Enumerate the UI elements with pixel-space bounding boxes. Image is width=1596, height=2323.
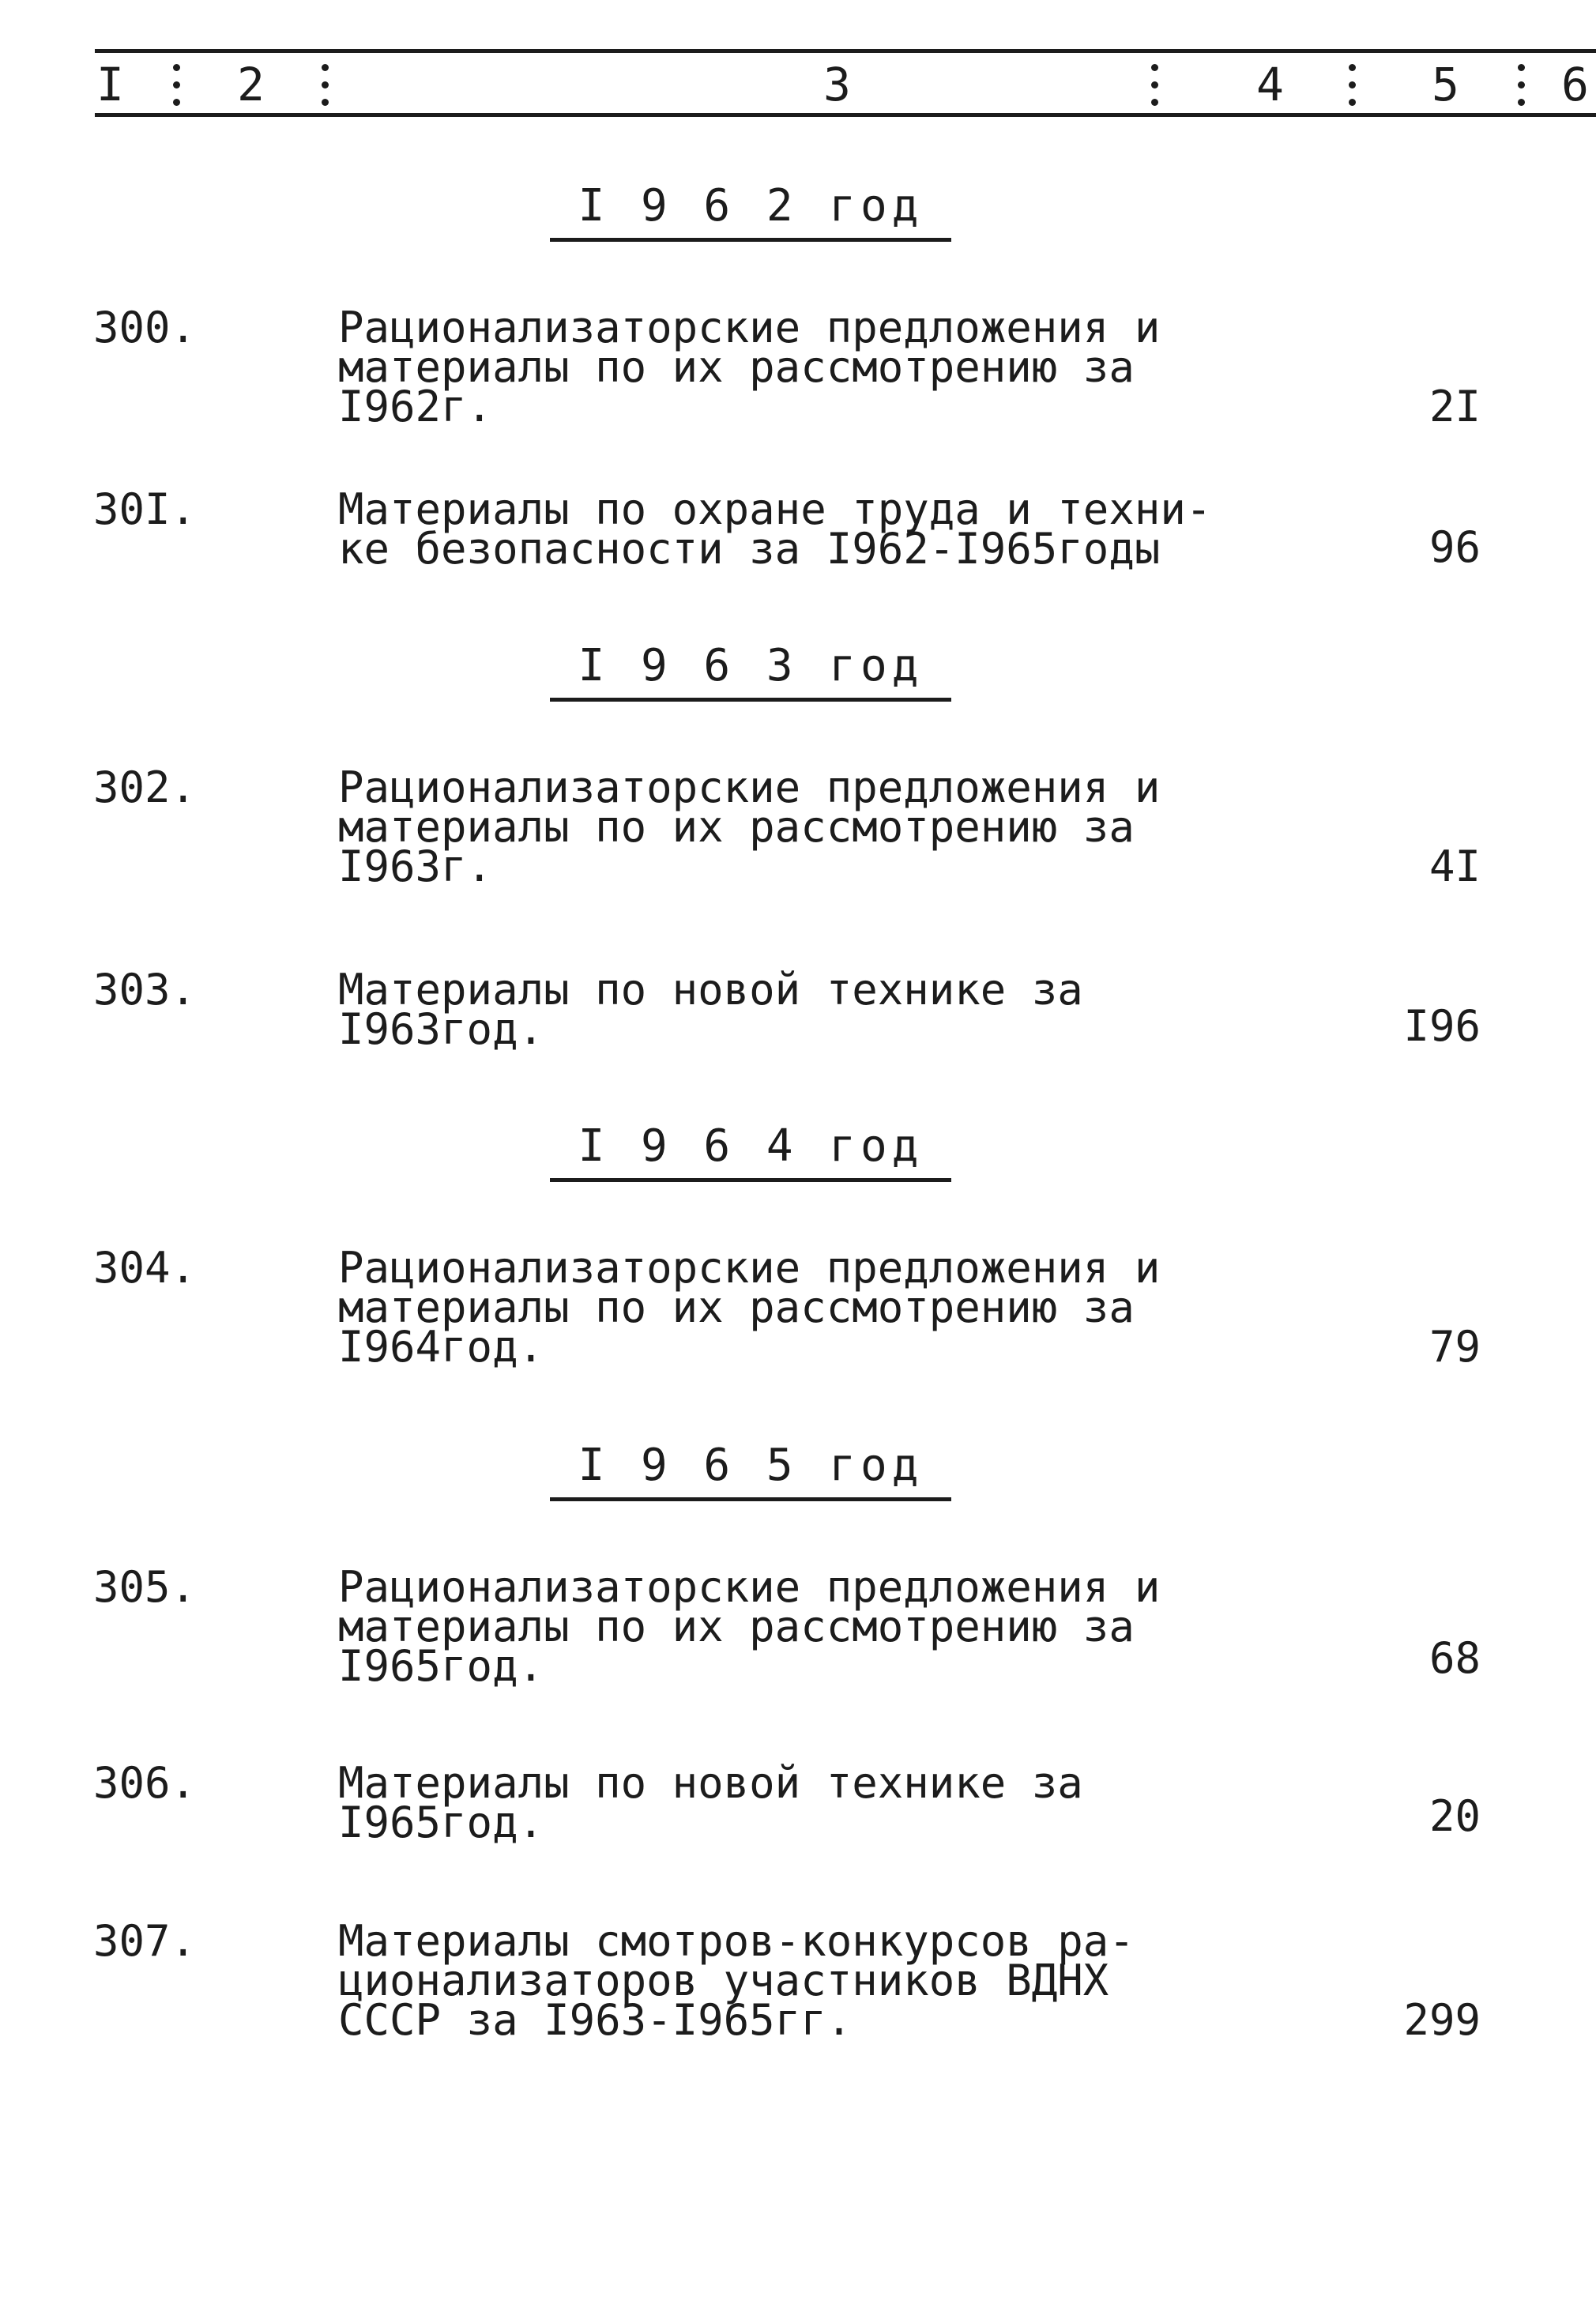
entry-number: 307. xyxy=(93,1916,197,1966)
column-separator xyxy=(321,61,329,108)
year-heading-1964: I 9 6 4 год xyxy=(0,1120,1596,1182)
entry-title: Рационализаторские предложения и материалы по их рассмотрению за I963г. xyxy=(338,762,1161,891)
column-separator xyxy=(1150,61,1158,108)
entry-title: Материалы по новой технике за I965год. xyxy=(338,1758,1083,1847)
entry-sheet-count: 79 xyxy=(1428,1322,1481,1372)
entry-title: Рационализаторские предложения и материалы по их рассмотрению за I965год. xyxy=(338,1562,1161,1691)
entry-title: Материалы смотров-конкурсов ра- ционализаторов участников ВДНХ СССР за I963-I965гг. xyxy=(338,1916,1135,2045)
entry-number: 304. xyxy=(93,1243,197,1293)
column-number-header xyxy=(95,49,1596,117)
year-heading-1962: I 9 6 2 год xyxy=(0,180,1596,242)
entry-sheet-count: 96 xyxy=(1428,522,1481,572)
column-number-2: 2 xyxy=(237,58,265,111)
entry-number: 302. xyxy=(93,762,197,812)
entry-number: 300. xyxy=(93,303,197,352)
column-separator xyxy=(172,61,180,108)
entry-title: Рационализаторские предложения и материалы по их рассмотрению за I964год. xyxy=(338,1243,1161,1372)
entry-number: 30I. xyxy=(93,484,197,534)
column-number-4: 4 xyxy=(1256,58,1284,111)
entry-title: Материалы по новой технике за I963год. xyxy=(338,965,1083,1054)
year-heading-1965: I 9 6 5 год xyxy=(0,1440,1596,1501)
entry-sheet-count: 4I xyxy=(1428,841,1481,891)
entry-sheet-count: 2I xyxy=(1428,382,1481,431)
entry-title: Материалы по охране труда и техни- ке безопасности за I962-I965годы xyxy=(338,484,1212,574)
entry-sheet-count: 20 xyxy=(1428,1791,1481,1841)
entry-sheet-count: 68 xyxy=(1428,1633,1481,1683)
entry-title: Рационализаторские предложения и материалы по их рассмотрению за I962г. xyxy=(338,303,1161,431)
entry-number: 306. xyxy=(93,1758,197,1808)
entry-sheet-count: 299 xyxy=(1403,1995,1481,2045)
column-number-3: 3 xyxy=(823,58,851,111)
column-number-6: 6 xyxy=(1561,58,1589,111)
entry-number: 303. xyxy=(93,965,197,1015)
column-number-5: 5 xyxy=(1432,58,1459,111)
column-separator xyxy=(1348,61,1356,108)
column-separator xyxy=(1517,61,1525,108)
entry-number: 305. xyxy=(93,1562,197,1612)
column-number-1: I xyxy=(96,58,124,111)
entry-sheet-count: I96 xyxy=(1403,1001,1481,1051)
year-heading-1963: I 9 6 3 год xyxy=(0,640,1596,702)
